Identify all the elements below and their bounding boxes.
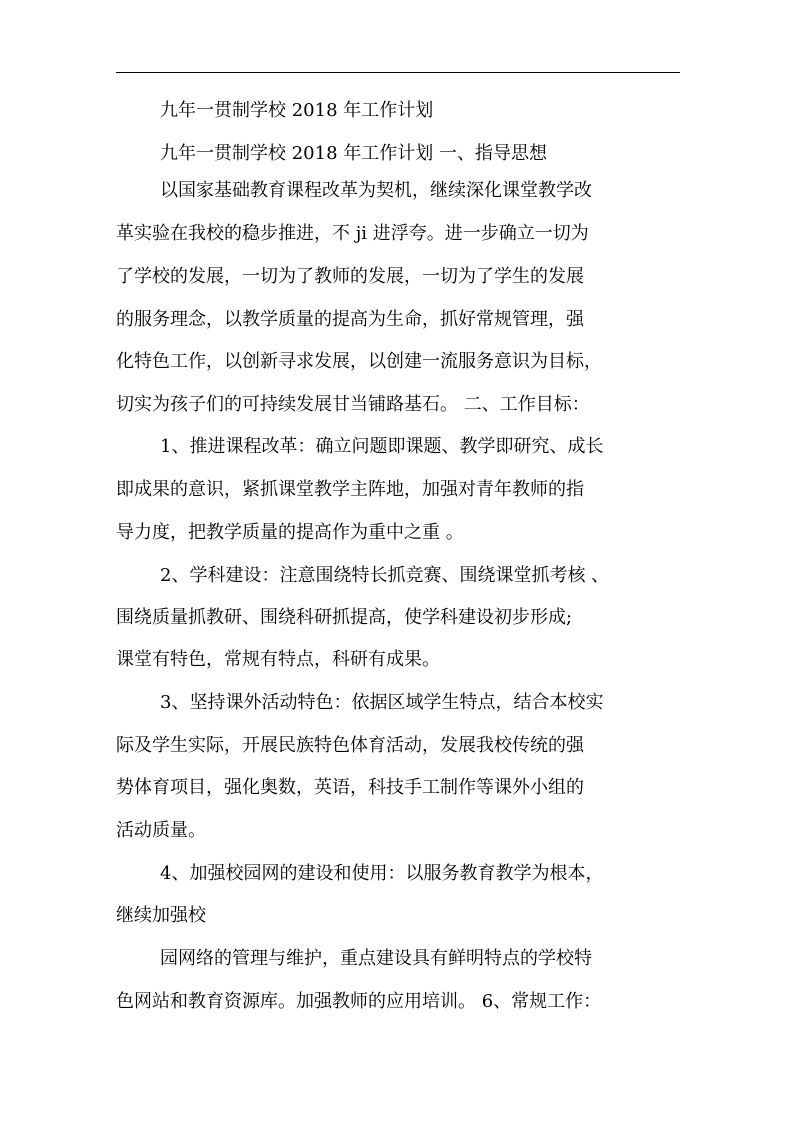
doc-line: 课堂有特色，常规有特点，科研有成果。 [116, 649, 440, 670]
doc-line: 3、坚持课外活动特色：依据区域学生特点，结合本校实 [160, 692, 604, 713]
doc-line: 了学校的发展，一切为了教师的发展，一切为了学生的发展 [116, 266, 584, 287]
doc-line: 切实为孩子们的可持续发展甘当铺路基石。 二、工作目标： [116, 394, 590, 415]
doc-line: 势体育项目，强化奥数，英语，科技手工制作等课外小组的 [116, 777, 584, 798]
doc-line: 继续加强校 [116, 905, 206, 926]
doc-line: 即成果的意识，紧抓课堂教学主阵地，加强对青年教师的指 [116, 479, 584, 500]
doc-title-line: 九年一贯制学校 2018 年工作计划 [160, 100, 434, 121]
header-rule [116, 72, 680, 73]
doc-line: 革实验在我校的稳步推进，不 ji 进浮夸。进一步确立一切为 [116, 223, 589, 244]
doc-line: 4、加强校园网的建设和使用：以服务教育教学为根本， [160, 863, 604, 884]
doc-line: 活动质量。 [116, 820, 206, 841]
doc-line: 色网站和教育资源库。加强教师的应用培训。 6、常规工作： [116, 991, 602, 1012]
doc-line: 的服务理念，以教学质量的提高为生命，抓好常规管理，强 [116, 309, 584, 330]
doc-line: 园网络的管理与维护，重点建设具有鲜明特点的学校特 [160, 948, 592, 969]
doc-line: 九年一贯制学校 2018 年工作计划 一、指导思想 [160, 143, 547, 164]
doc-line: 围绕质量抓教研、围绕科研抓提高，使学科建设初步形成; [116, 607, 573, 628]
doc-line: 际及学生实际，开展民族特色体育活动，发展我校传统的强 [116, 735, 584, 756]
doc-line: 1、推进课程改革：确立问题即课题、教学即研究、成长 [160, 436, 604, 457]
doc-line: 2、学科建设：注意围绕特长抓竞赛、围绕课堂抓考核 、 [160, 565, 610, 586]
doc-line: 化特色工作，以创新寻求发展，以创建一流服务意识为目标， [116, 351, 602, 372]
doc-line: 以国家基础教育课程改革为契机，继续深化课堂教学改 [160, 180, 592, 201]
doc-line: 导力度，把教学质量的提高作为重中之重 。 [116, 522, 464, 543]
